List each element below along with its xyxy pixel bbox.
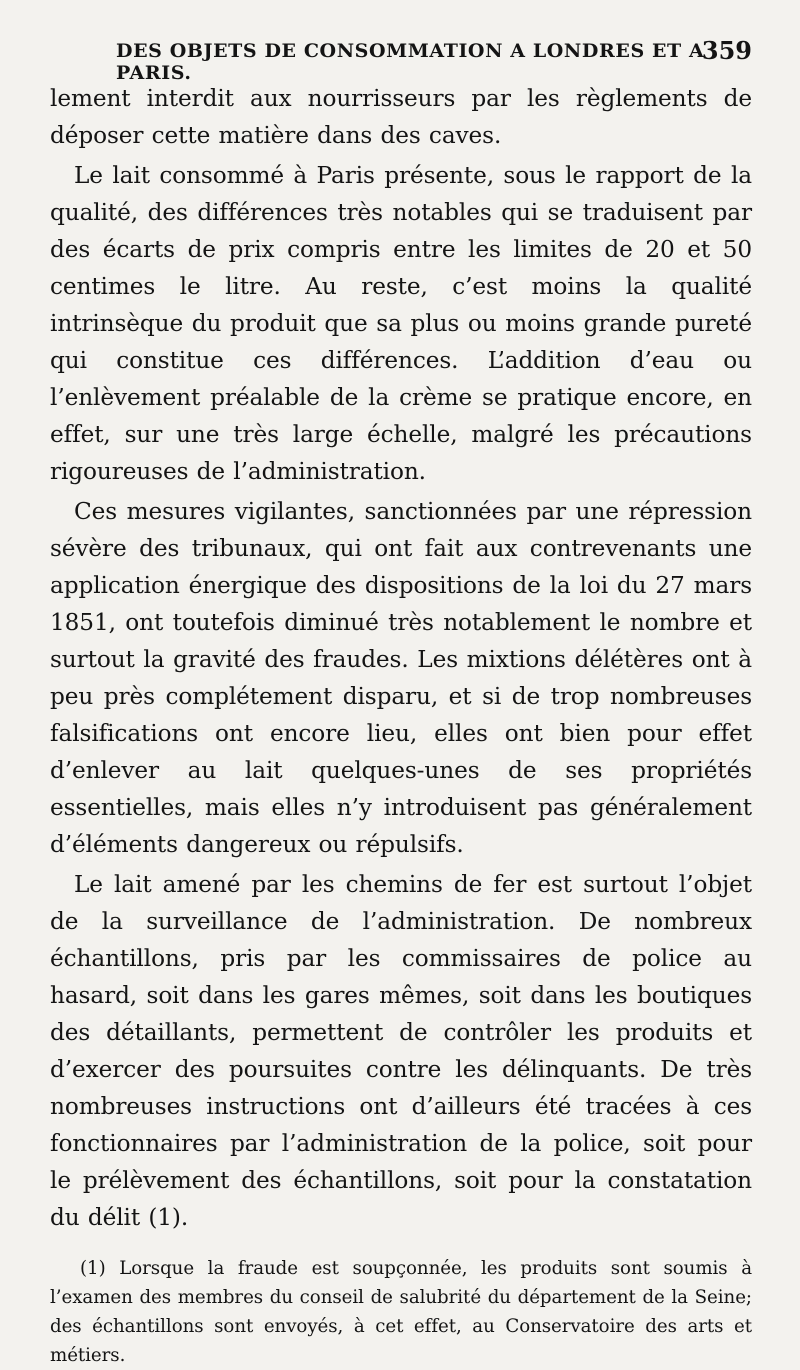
- running-title: DES OBJETS DE CONSOMMATION A LONDRES ET A PARIS.: [116, 40, 705, 84]
- page-header: [50, 34, 752, 84]
- page-number: 359: [701, 36, 752, 65]
- paragraph-continued: lement interdit aux nourrisseurs par les règlements de déposer cette matière dans des caves.: [50, 85, 752, 149]
- paragraph-railway-milk: Le lait amené par les chemins de fer est surtout l’objet de la surveillance de l’administration. De nombreux échantillons, pris par les commissaires de police au hasard, soit dans les gares mêmes, soit dans les boutiques des détaillants, permettent de contrôler les produits et d’exercer des poursuites contre les délinquants. De très nombreuses instructions ont d’ailleurs été tracées à ces fonctionnaires par l’administration de la police, soit pour le prélèvement des échantillons, soit pour la constatation du délit (1).: [50, 871, 752, 1231]
- paragraph-vigilant-measures: Ces mesures vigilantes, sanctionnées par une répression sévère des tribunaux, qui ont fait aux contrevenants une application énergique des dispositions de la loi du 27 mars 1851, ont toutefois diminué très notablement le nombre et surtout la gravité des fraudes. Les mixtions délétères ont à peu près complétement disparu, et si de trop nombreuses falsifications ont encore lieu, elles ont bien pour effet d’enlever au lait quelques-unes de ses propriétés essentielles, mais elles n’y introduisent pas généralement d’éléments dangereux ou répulsifs.: [50, 498, 752, 858]
- main-text: [50, 80, 752, 1236]
- paragraph-milk-quality: Le lait consommé à Paris présente, sous le rapport de la qualité, des différences très notables qui se traduisent par des écarts de prix compris entre les limites de 20 et 50 centimes le litre. Au reste, c’est moins la qualité intrinsèque du produit que sa plus ou moins grande pureté qui constitue ces différences. L’addition d’eau ou l’enlèvement préalable de la crème se pratique encore, en effet, sur une très large échelle, malgré les précautions rigoureuses de l’administration.: [50, 162, 752, 485]
- footnote: (1) Lorsque la fraude est soupçonnée, les produits sont soumis à l’examen des membres du conseil de salubrité du département de la Seine; des échantillons sont envoyés, à cet effet, au Conservatoire des arts et métiers.: [50, 1258, 752, 1366]
